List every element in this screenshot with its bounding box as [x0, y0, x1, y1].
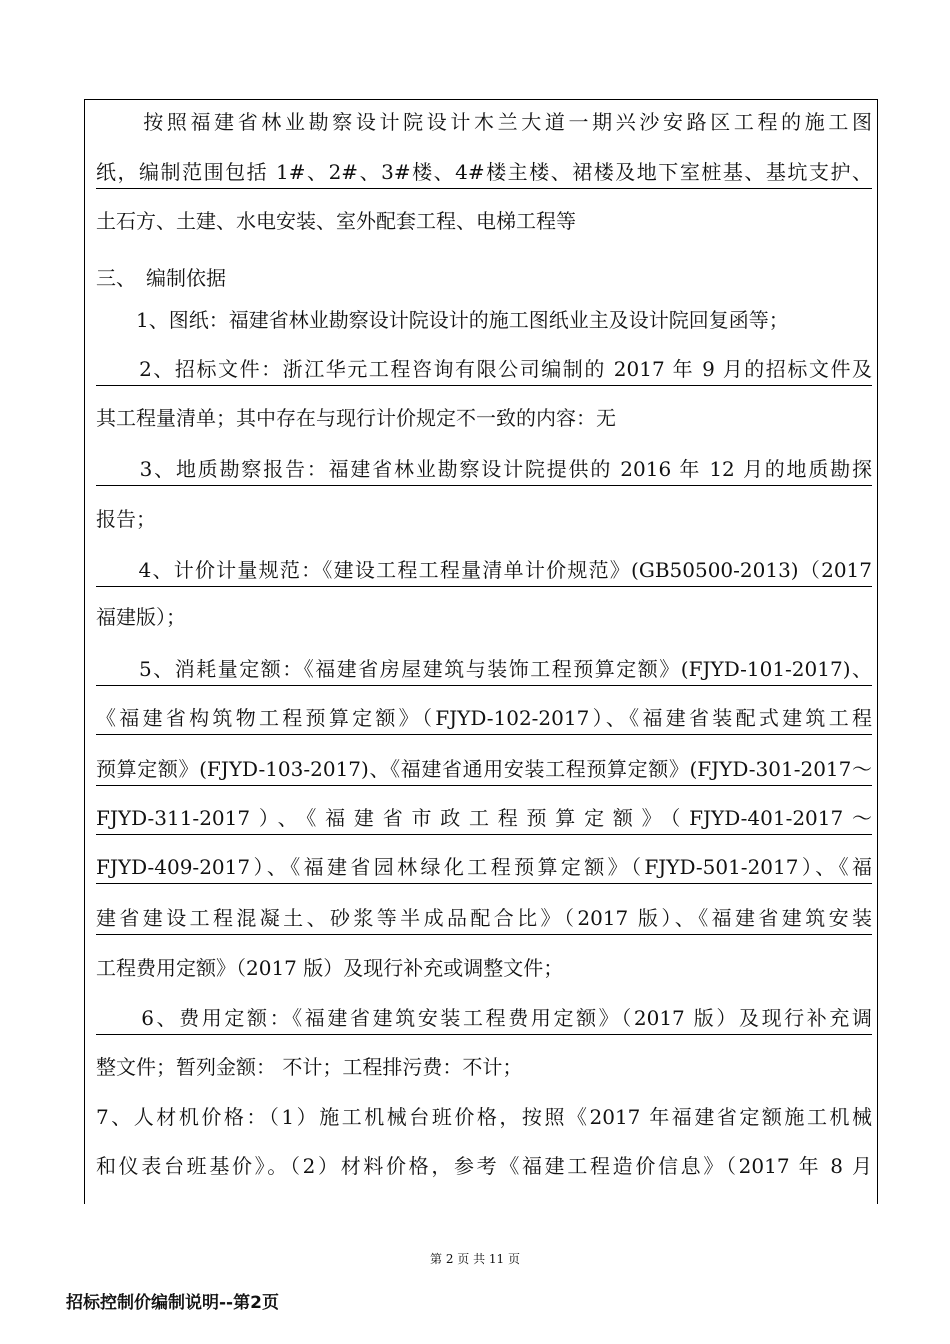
- line-9: 报告；: [96, 505, 872, 533]
- line-6: 2、招标文件：浙江华元工程咨询有限公司编制的 2017 年 9 月的招标文件及: [96, 355, 872, 386]
- document-footer-title: 招标控制价编制说明--第2页: [66, 1293, 279, 1313]
- line-22: 和仪表台班基价》。（2）材料价格，参考《福建工程造价信息》（2017 年 8 月: [96, 1154, 872, 1178]
- line-15: FJYD-311-2017）、《福建省市政工程预算定额》（FJYD-401-2017～: [96, 804, 872, 835]
- line-14: 预算定额》(FJYD-103-2017)、《福建省通用安装工程预算定额》(FJYD-301-2017～: [96, 755, 872, 786]
- line-1: 按照福建省林业勘察设计院设计木兰大道一期兴沙安路区工程的施工图: [96, 110, 872, 134]
- line-19: 6、费用定额：《福建省建筑安装工程费用定额》（2017 版）及现行补充调: [96, 1004, 872, 1035]
- page-number: 第 2 页 共 11 页: [430, 1252, 520, 1266]
- line-17: 建省建设工程混凝土、砂浆等半成品配合比》（2017 版）、《福建省建筑安装: [96, 904, 872, 935]
- line-18: 工程费用定额》（2017 版）及现行补充或调整文件；: [96, 954, 872, 982]
- line-20: 整文件；暂列金额： 不计；工程排污费：不计；: [96, 1053, 872, 1081]
- line-10: 4、计价计量规范：《建设工程工程量清单计价规范》(GB50500-2013)（2017: [96, 556, 872, 587]
- line-12: 5、消耗量定额：《福建省房屋建筑与装饰工程预算定额》(FJYD-101-2017)、: [96, 655, 872, 686]
- line-2: 纸，编制范围包括 1#、2#、3#楼、4#楼主楼、裙楼及地下室桩基、基坑支护、: [96, 158, 872, 189]
- line-5: 1、图纸：福建省林业勘察设计院设计的施工图纸业主及设计院回复函等；: [96, 306, 872, 334]
- line-4: 三、 编制依据: [96, 266, 226, 290]
- line-11: 福建版）；: [96, 603, 872, 631]
- line-16: FJYD-409-2017）、《福建省园林绿化工程预算定额》（FJYD-501-2017）、《福: [96, 853, 872, 884]
- line-7: 其工程量清单；其中存在与现行计价规定不一致的内容：无: [96, 404, 872, 432]
- line-8: 3、地质勘察报告：福建省林业勘察设计院提供的 2016 年 12 月的地质勘探: [96, 455, 872, 486]
- line-13: 《福建省构筑物工程预算定额》（FJYD-102-2017）、《福建省装配式建筑工程: [96, 704, 872, 735]
- line-3: 土石方、土建、水电安装、室外配套工程、电梯工程等: [96, 207, 872, 235]
- line-21: 7、人材机价格：（1）施工机械台班价格，按照《2017 年福建省定额施工机械: [96, 1105, 872, 1129]
